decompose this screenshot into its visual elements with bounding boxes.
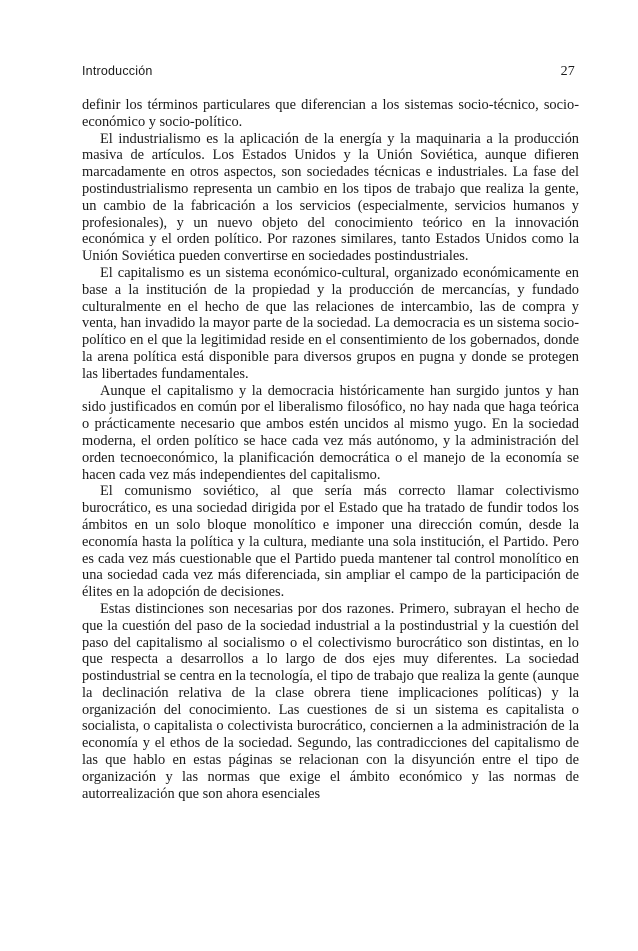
- paragraph: Estas distinciones son necesarias por dos razones. Primero, subrayan el hecho de que la cuestión del paso de la sociedad industrial a la postindustrial y la cuestión del paso del capitalismo al socialismo o el colectivismo burocrático son distintas, en lo que respecta a desarrollos a lo largo de dos ejes muy diferentes. La sociedad postindustrial se centra en la tecnología, el tipo de trabajo que realiza la gente (aunque la declinación relativa de la clase obrera tiene implicaciones políticas) y la organización del conocimiento. Las cuestiones de si un sistema es capitalista o socialista, o capitalista o colectivista burocrático, conciernen a la administración de la economía y el ethos de la sociedad. Segundo, las contradicciones del capitalismo de las que hablo en estas páginas se relacionan con la disyunción entre el tipo de organización y las normas que exige el ámbito económico y las normas de autorrealización que son ahora esenciales: [82, 600, 579, 802]
- chapter-title: Introducción: [82, 64, 153, 78]
- paragraph: El industrialismo es la aplicación de la energía y la maquinaria a la producción masiva de artículos. Los Estados Unidos y la Unión Soviética, aunque difieren marcadamente en otros aspectos, son sociedades técnicas e industriales. La fase del postindustrialismo representa un cambio en los tipos de trabajo que realiza la gente, un cambio de la fabricación a los servicios (especialmente, servicios humanos y profesionales), y un nuevo objeto del conocimiento teórico en la innovación económica y el orden político. Por razones similares, tanto Estados Unidos como la Unión Soviética pueden convertirse en sociedades postindustriales.: [82, 130, 579, 265]
- paragraph: Aunque el capitalismo y la democracia históricamente han surgido juntos y han sido justificados en común por el liberalismo filosófico, no hay nada que haga teórica o prácticamente necesario que ambos estén uncidos al mismo yugo. En la sociedad moderna, el orden político se hace cada vez más autónomo, y la administración del orden tecnoeconómico, la planificación democrática o el manejo de la economía se hacen cada vez más independientes del capitalismo.: [82, 382, 579, 483]
- paragraph: El comunismo soviético, al que sería más correcto llamar colectivismo burocrático, es una sociedad dirigida por el Estado que ha tratado de fundir todos los ámbitos en un solo bloque monolítico e imponer una dirección común, desde la economía hasta la política y la cultura, mediante una sola institución, el Partido. Pero es cada vez más cuestionable que el Partido pueda mantener tal control monolítico en una sociedad cada vez más diferenciada, sin ampliar el campo de la participación de élites en la adopción de decisiones.: [82, 483, 579, 601]
- body-text: [82, 97, 579, 802]
- paragraph-continued: definir los términos particulares que diferencian a los sistemas socio-técnico, socio-económico y socio-político.: [82, 97, 579, 130]
- page-number: 27: [560, 64, 575, 79]
- running-head: [82, 64, 575, 82]
- paragraph: El capitalismo es un sistema económico-cultural, organizado económicamente en base a la institución de la propiedad y la producción de mercancías, y fundado culturalmente en el hecho de que las relaciones de intercambio, las de compra y venta, han invadido la mayor parte de la sociedad. La democracia es un sistema socio-político en el que la legitimidad reside en el consentimiento de los gobernados, donde la arena política está disponible para diversos grupos en pugna y donde se protegen las libertades fundamentales.: [82, 264, 579, 382]
